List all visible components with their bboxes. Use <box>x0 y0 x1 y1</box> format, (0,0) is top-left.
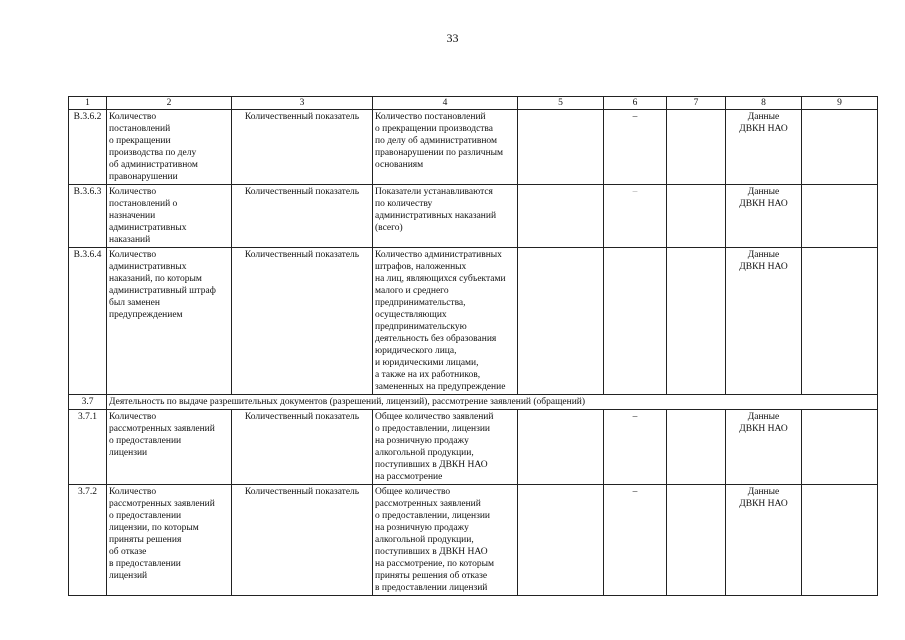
header-cell: 2 <box>107 97 232 110</box>
header-cell: 6 <box>604 97 667 110</box>
table-cell <box>518 185 604 248</box>
data-source: Данные ДВКН НАО <box>726 185 802 248</box>
table-cell <box>518 248 604 395</box>
indicator-description: Общее количество заявлений о предоставлении, лицензии на розничную продажу алкогольной продукции, поступивших в ДВКН НАО на рассмотрение <box>373 410 518 485</box>
data-source: Данные ДВКН НАО <box>726 248 802 395</box>
indicator-type: Количественный показатель <box>232 185 373 248</box>
table-cell: – <box>604 485 667 596</box>
table-cell <box>518 485 604 596</box>
indicator-name: Количество постановлений о прекращении производства по делу об административном правонарушении <box>107 110 232 185</box>
table-cell: – <box>604 110 667 185</box>
indicator-code: 3.7.1 <box>69 410 107 485</box>
indicator-type: Количественный показатель <box>232 110 373 185</box>
table-row <box>69 110 878 185</box>
data-source: Данные ДВКН НАО <box>726 410 802 485</box>
table-row <box>69 185 878 248</box>
indicator-description: Показатели устанавливаются по количеству административных наказаний (всего) <box>373 185 518 248</box>
table-cell <box>667 485 726 596</box>
table-cell <box>802 410 878 485</box>
header-cell: 8 <box>726 97 802 110</box>
indicator-type: Количественный показатель <box>232 410 373 485</box>
table-cell <box>667 410 726 485</box>
indicator-description: Общее количество рассмотренных заявлений о предоставлении, лицензии на розничную продажу алкогольной продукции, поступивших в ДВКН НАО на рассмотрение, по которым приняты решения об отказе в предоставлении лицензий <box>373 485 518 596</box>
indicator-name: Количество рассмотренных заявлений о предоставлении лицензии, по которым приняты решения об отказе в предоставлении лицензий <box>107 485 232 596</box>
header-cell: 3 <box>232 97 373 110</box>
table-cell <box>667 110 726 185</box>
table-cell: – <box>604 410 667 485</box>
header-cell: 5 <box>518 97 604 110</box>
indicator-name: Количество административных наказаний, по которым административный штраф был заменен предупреждением <box>107 248 232 395</box>
indicator-name: Количество рассмотренных заявлений о предоставлении лицензии <box>107 410 232 485</box>
header-cell: 9 <box>802 97 878 110</box>
header-cell: 4 <box>373 97 518 110</box>
indicator-code: 3.7.2 <box>69 485 107 596</box>
table-cell <box>667 248 726 395</box>
table-cell <box>518 410 604 485</box>
table-cell <box>802 185 878 248</box>
header-cell: 1 <box>69 97 107 110</box>
indicators-table <box>68 96 878 596</box>
section-number: 3.7 <box>69 395 107 410</box>
header-cell: 7 <box>667 97 726 110</box>
indicator-type: Количественный показатель <box>232 248 373 395</box>
table-row <box>69 410 878 485</box>
indicator-code: В.3.6.4 <box>69 248 107 395</box>
section-title: Деятельность по выдаче разрешительных документов (разрешений, лицензий), рассмотрение заявлений (обращений) <box>107 395 878 410</box>
table-cell: – <box>604 185 667 248</box>
indicator-code: В.3.6.2 <box>69 110 107 185</box>
table-cell <box>802 248 878 395</box>
section-row <box>69 395 878 410</box>
table-cell <box>518 110 604 185</box>
page-number: 33 <box>446 31 459 45</box>
table-cell <box>667 185 726 248</box>
header-row <box>69 97 878 110</box>
indicator-description: Количество административных штрафов, наложенных на лиц, являющихся субъектами малого и среднего предпринимательства, осуществляющих предпринимательскую деятельность без образования юридического лица, и юридическими лицами, а также на их работников, замененных на предупреждение <box>373 248 518 395</box>
table-row <box>69 485 878 596</box>
table-cell <box>802 485 878 596</box>
table-cell <box>802 110 878 185</box>
table-cell <box>604 248 667 395</box>
indicator-type: Количественный показатель <box>232 485 373 596</box>
data-source: Данные ДВКН НАО <box>726 110 802 185</box>
indicator-description: Количество постановлений о прекращении производства по делу об административном правонарушении по различным основаниям <box>373 110 518 185</box>
indicator-name: Количество постановлений о назначении административных наказаний <box>107 185 232 248</box>
data-source: Данные ДВКН НАО <box>726 485 802 596</box>
indicator-code: В.3.6.3 <box>69 185 107 248</box>
table-row <box>69 248 878 395</box>
